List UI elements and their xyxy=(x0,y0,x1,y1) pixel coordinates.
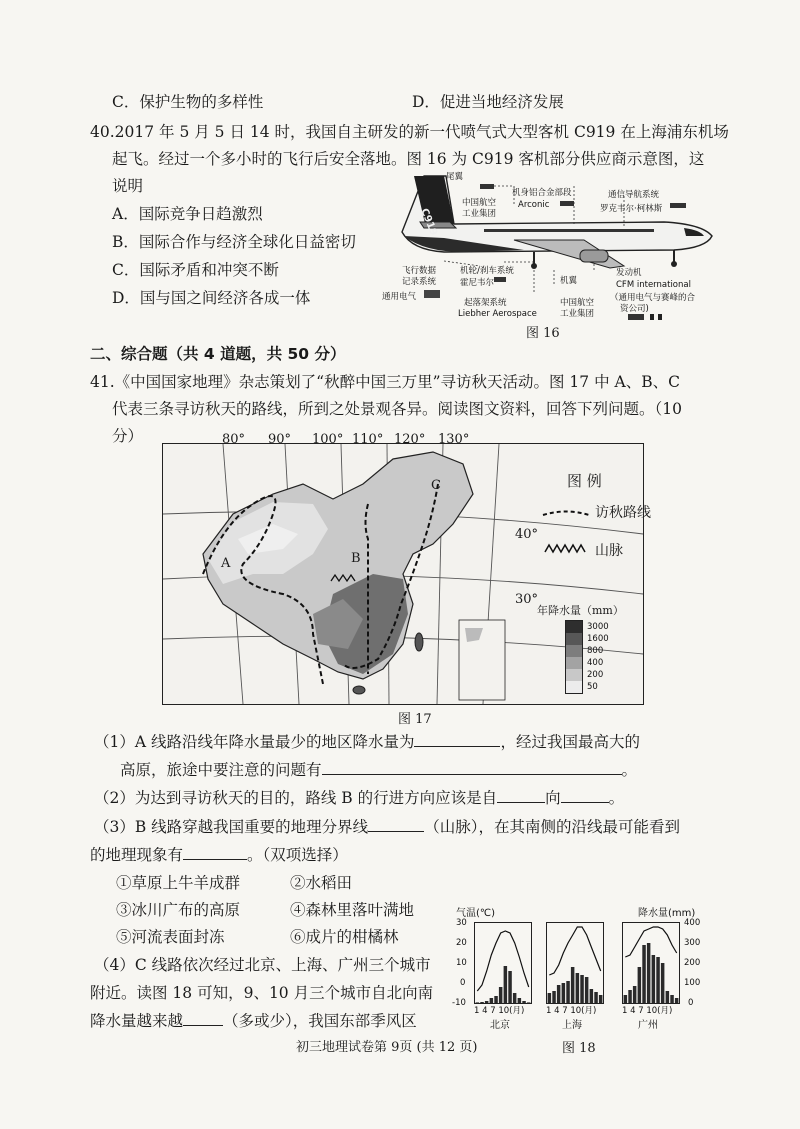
precip-bar xyxy=(661,963,665,1003)
q41-sub4-line1: （4）C 线路依次经过北京、上海、广州三个城市 xyxy=(94,956,431,974)
answer-blank[interactable] xyxy=(561,786,609,803)
answer-blank[interactable] xyxy=(414,730,500,747)
climate-panel-guangzhou xyxy=(622,922,680,1004)
body-parts-label: 机身铝合金部段 xyxy=(512,188,572,198)
q41-sub3-line1 xyxy=(94,815,680,839)
precip-level: 50 xyxy=(587,682,598,692)
precip-bar xyxy=(576,973,580,1003)
precip-bar xyxy=(580,975,584,1003)
liebherr-label: Liebher Aerospace xyxy=(458,309,537,319)
q41-sub3-text2: 的地理现象有 xyxy=(90,846,184,864)
fdr-label-line1: 飞行数据 xyxy=(402,266,437,276)
figure17-caption: 图 17 xyxy=(398,712,432,727)
lat-label-40: 40° xyxy=(515,527,539,542)
temp-tick: 0 xyxy=(460,978,466,988)
supplier-logo-icon xyxy=(424,290,440,298)
climate-panel-beijing xyxy=(474,922,532,1004)
temp-tick: 10 xyxy=(456,958,467,968)
choice-3: ③冰川广布的高原 xyxy=(116,901,241,919)
precip-bar xyxy=(656,957,660,1003)
precip-bar xyxy=(571,967,575,1003)
precip-bar xyxy=(557,985,561,1003)
route-b-label: B xyxy=(351,551,361,566)
legend-route-symbol xyxy=(541,510,591,520)
honeywell-label: 霍尼韦尔 xyxy=(460,278,495,288)
q41-stem-line3: 分） xyxy=(112,427,144,445)
climate-panel-shanghai xyxy=(546,922,604,1004)
answer-blank[interactable] xyxy=(183,1009,223,1026)
q41-stem-line2: 代表三条寻访秋天的路线，所到之处景观各异。阅读图文资料，回答下列问题。（10 xyxy=(112,400,682,418)
precip-bar xyxy=(666,991,670,1003)
q41-sub1-line2 xyxy=(120,758,637,782)
q41-sub3-text: （3）B 线路穿越我国重要的地理分界线 xyxy=(94,818,369,836)
answer-blank[interactable] xyxy=(368,815,424,832)
temp-axis-title: 气温(℃) xyxy=(456,908,496,919)
tail-supplier-line1: 中国航空 xyxy=(462,198,497,208)
route-c-label: C xyxy=(431,478,441,493)
q40-option-c: C．国际矛盾和冲突不断 xyxy=(112,261,279,279)
answer-blank[interactable] xyxy=(183,843,247,860)
q40-option-b: B．国际合作与经济全球化日益密切 xyxy=(112,233,356,251)
supplier-logo-icon xyxy=(628,314,644,320)
supplier-logo-icon xyxy=(480,184,494,189)
precip-bar xyxy=(527,1002,531,1003)
temperature-curve xyxy=(477,931,528,991)
precip-bar xyxy=(552,991,556,1003)
precip-bar xyxy=(522,1001,526,1003)
legend-route-label: 访秋路线 xyxy=(595,505,651,521)
supplier-logo-icon xyxy=(650,314,654,320)
precip-tick: 200 xyxy=(684,958,701,968)
legend-mountain-symbol xyxy=(543,542,591,554)
precip-bar xyxy=(508,971,512,1003)
nav-system-label: 通信导航系统 xyxy=(608,190,660,200)
q41-sub1-text-b: ，经过我国最高大的 xyxy=(500,733,640,751)
wing-supplier-line1: 中国航空 xyxy=(560,298,595,308)
engine-label: 发动机 xyxy=(616,268,642,278)
q39-option-d: D．促进当地经济发展 xyxy=(412,93,564,111)
q41-sub2 xyxy=(94,786,624,810)
temperature-curve xyxy=(549,927,600,975)
q41-sub1-line1 xyxy=(94,730,640,754)
temp-tick: 20 xyxy=(456,938,467,948)
q40-stem-line2: 起飞。经过一个多小时的飞行后安全落地。图 16 为 C919 客机部分供应商示意图，这 xyxy=(112,150,705,168)
lon-label-80: 80° xyxy=(222,432,246,447)
q41-sub3-text2-b: 。（双项选择） xyxy=(247,846,348,864)
landing-gear-label: 起落架系统 xyxy=(464,298,507,308)
temp-tick: -10 xyxy=(452,998,466,1008)
city-label-shanghai: 上海 xyxy=(562,1020,582,1031)
climate-chart-svg xyxy=(475,923,531,1003)
x-axis-ticks: 1 4 7 10(月) xyxy=(474,1006,525,1016)
lat-label-30: 30° xyxy=(515,592,539,607)
q40-stem-line1: 40.2017 年 5 月 5 日 14 时，我国自主研发的新一代喷气式大型客机 C919 在上海浦东机场 xyxy=(90,123,729,141)
legend-mountain-label: 山脉 xyxy=(595,543,623,559)
precip-bar xyxy=(628,990,632,1003)
q40-stem-line3: 说明 xyxy=(112,177,144,195)
q41-sub2-text-b: 向 xyxy=(545,789,561,807)
tail-supplier-line2: 工业集团 xyxy=(462,209,497,219)
choice-5: ⑤河流表面封冻 xyxy=(116,928,225,946)
q40-option-a: A．国际竞争日趋激烈 xyxy=(112,205,263,223)
precip-legend-title: 年降水量（mm） xyxy=(537,604,624,617)
precip-bar xyxy=(494,996,498,1003)
q41-sub3-line2 xyxy=(90,843,348,867)
precip-swatch xyxy=(566,669,582,681)
legend-title: 图 例 xyxy=(567,472,602,490)
answer-blank[interactable] xyxy=(497,786,545,803)
city-label-beijing: 北京 xyxy=(490,1020,510,1031)
precip-bar xyxy=(642,945,646,1003)
precip-level: 200 xyxy=(587,670,604,680)
supplier-logo-icon xyxy=(670,203,686,208)
supplier-logo-icon xyxy=(560,201,574,206)
precip-bar xyxy=(638,967,642,1003)
figure18-caption: 图 18 xyxy=(562,1041,596,1056)
precip-bar xyxy=(647,943,651,1003)
cfm-label-line2: （通用电气与赛峰的合 xyxy=(610,293,696,303)
arconic-label: Arconic xyxy=(518,200,550,210)
precip-bar xyxy=(480,1002,484,1003)
q41-sub2-text-c: 。 xyxy=(608,789,625,807)
precip-level: 1600 xyxy=(587,634,609,644)
precip-bar xyxy=(675,998,679,1003)
precip-bar xyxy=(513,993,517,1003)
choice-2: ②水稻田 xyxy=(290,874,353,892)
ge-label: 通用电气 xyxy=(382,292,417,302)
precip-level: 800 xyxy=(587,646,604,656)
figure16-caption: 图 16 xyxy=(526,326,560,341)
precip-bar xyxy=(476,1002,480,1003)
precip-swatch xyxy=(566,621,582,633)
x-axis-ticks: 1 4 7 10(月) xyxy=(546,1006,597,1016)
x-axis-ticks: 1 4 7 10(月) xyxy=(622,1006,673,1016)
supplier-logo-icon xyxy=(658,314,662,320)
precip-swatch xyxy=(566,633,582,645)
tail-label: 尾翼 xyxy=(446,172,464,182)
q41-sub1-text2-b: 。 xyxy=(621,761,638,779)
wing-supplier-line2: 工业集团 xyxy=(560,309,595,319)
cfm-label-line1: CFM international xyxy=(616,280,691,290)
temp-tick: 30 xyxy=(456,918,467,928)
precip-bar xyxy=(504,966,508,1003)
wheel-brake-label: 机轮/刹车系统 xyxy=(460,266,514,276)
rockwell-label: 罗克韦尔·柯林斯 xyxy=(600,204,663,214)
precip-bar xyxy=(594,992,598,1003)
lon-label-120: 120° xyxy=(394,432,426,447)
precip-swatch xyxy=(566,681,582,693)
precip-level: 400 xyxy=(587,658,604,668)
precip-bar xyxy=(566,981,570,1003)
lon-label-110: 110° xyxy=(352,432,384,447)
precip-bar xyxy=(585,977,589,1003)
q41-sub4-line3 xyxy=(90,1009,417,1033)
precip-level: 3000 xyxy=(587,622,609,632)
page-footer: 初三地理试卷第 9页 (共 12 页) xyxy=(296,1040,478,1055)
climate-charts xyxy=(452,902,704,1032)
q40-option-d: D．国与国之间经济各成一体 xyxy=(112,289,311,307)
precip-bar xyxy=(485,1001,489,1003)
answer-blank[interactable] xyxy=(322,758,622,775)
lon-label-100: 100° xyxy=(312,432,344,447)
precip-bar xyxy=(518,998,522,1003)
fdr-label-line2: 记录系统 xyxy=(402,277,437,287)
precip-tick: 300 xyxy=(684,938,701,948)
q41-sub4-text: 降水量越来越 xyxy=(90,1012,184,1030)
lon-label-130: 130° xyxy=(438,432,470,447)
q41-sub4-line2: 附近。读图 18 可知，9、10 月三个城市自北向南 xyxy=(90,984,434,1002)
precip-swatch xyxy=(566,645,582,657)
precip-axis-title: 降水量(mm) xyxy=(638,908,696,919)
q41-sub1-text2: 高原，旅途中要注意的问题有 xyxy=(120,761,322,779)
section-title: 二、综合题（共 4 道题，共 50 分） xyxy=(90,345,346,363)
city-label-guangzhou: 广州 xyxy=(638,1020,658,1031)
precip-bar xyxy=(599,995,603,1003)
q39-option-c: C．保护生物的多样性 xyxy=(112,93,264,111)
q41-sub4-text-b: （多或少），我国东部季风区 xyxy=(223,1012,417,1030)
tail-livery-text: C919 xyxy=(418,207,439,238)
q41-sub1-text: （1）A 线路沿线年降水量最少的地区降水量为 xyxy=(94,733,415,751)
climate-chart-svg xyxy=(547,923,603,1003)
lon-label-90: 90° xyxy=(268,432,292,447)
precip-bar xyxy=(633,986,637,1003)
wing-label: 机翼 xyxy=(560,276,578,286)
precip-bar xyxy=(624,995,628,1003)
q41-stem-line1: 41.《中国国家地理》杂志策划了“秋醉中国三万里”寻访秋天活动。图 17 中 A、B、C xyxy=(90,373,680,391)
aircraft-supplier-diagram xyxy=(384,166,720,326)
cfm-label-line3: 资公司) xyxy=(620,304,649,314)
q41-sub2-text: （2）为达到寻访秋天的目的，路线 B 的行进方向应该是自 xyxy=(94,789,498,807)
route-a-label: A xyxy=(221,556,231,571)
precip-tick: 100 xyxy=(684,978,701,988)
choice-1: ①草原上牛羊成群 xyxy=(116,874,241,892)
precip-bar xyxy=(548,993,552,1003)
precip-bar xyxy=(652,955,656,1003)
precip-tick: 0 xyxy=(688,998,694,1008)
precip-legend-swatches xyxy=(565,620,583,694)
temperature-curve xyxy=(625,927,676,957)
precip-swatch xyxy=(566,657,582,669)
precip-bar xyxy=(499,987,503,1003)
precip-tick: 400 xyxy=(684,918,701,928)
china-map xyxy=(162,443,651,705)
choice-6: ⑥成片的柑橘林 xyxy=(290,928,399,946)
choice-4: ④森林里落叶满地 xyxy=(290,901,415,919)
precip-bar xyxy=(590,989,594,1003)
climate-chart-svg xyxy=(623,923,679,1003)
supplier-logo-icon xyxy=(494,277,506,282)
precip-bar xyxy=(490,998,494,1003)
q41-sub3-text-b: （山脉），在其南侧的沿线最可能看到 xyxy=(424,818,680,836)
precip-bar xyxy=(670,995,674,1003)
precip-bar xyxy=(562,983,566,1003)
